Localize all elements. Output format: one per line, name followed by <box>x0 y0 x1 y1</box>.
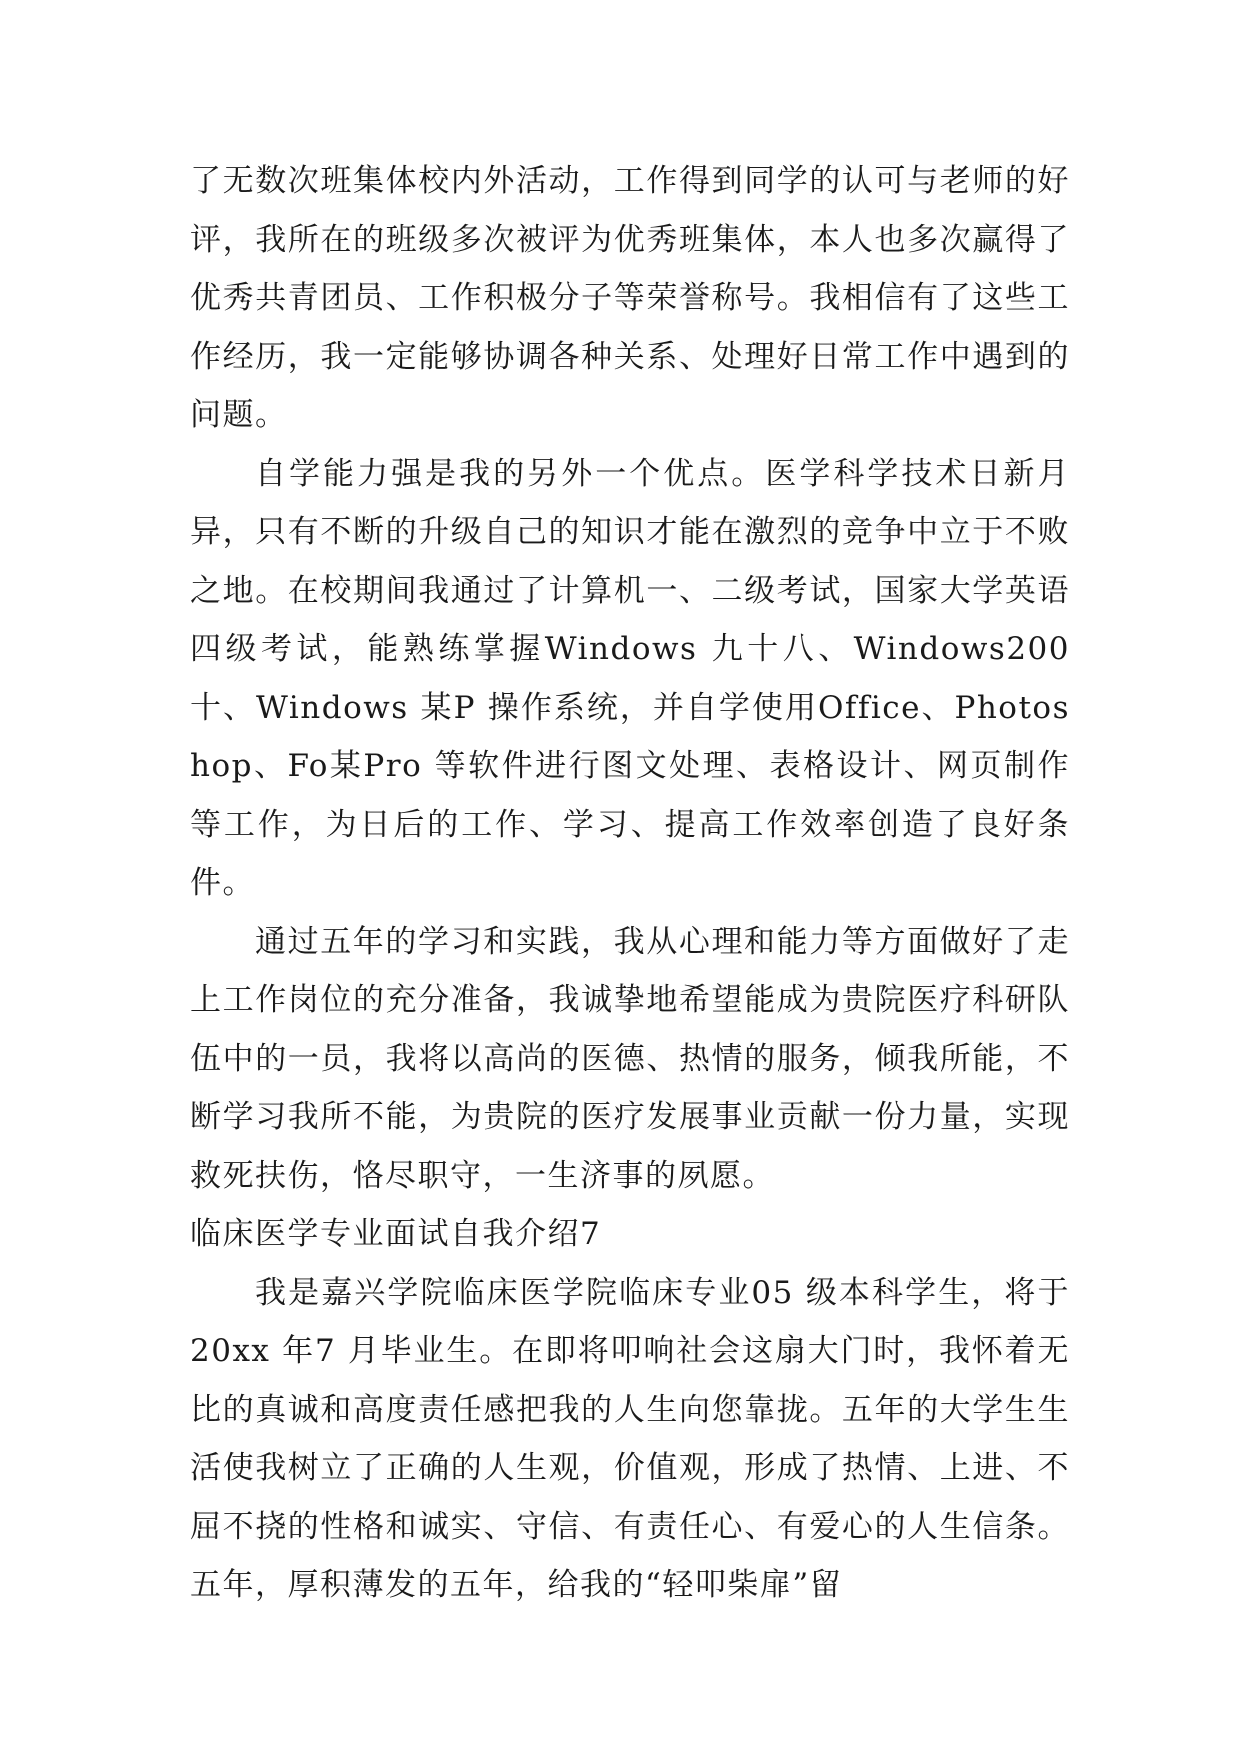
paragraph-3: 通过五年的学习和实践，我从心理和能力等方面做好了走上工作岗位的充分准备，我诚挚地希望能成为贵院医疗科研队伍中的一员，我将以高尚的医德、热情的服务，倾我所能，不断学习我所不能，为贵院的医疗发展事业贡献一份力量，实现救死扶伤，恪尽职守，一生济事的夙愿。 <box>190 923 1070 1194</box>
paragraph-1: 了无数次班集体校内外活动，工作得到同学的认可与老师的好评，我所在的班级多次被评为优秀班集体，本人也多次赢得了优秀共青团员、工作积极分子等荣誉称号。我相信有了这些工作经历，我一定能够协调各种关系、处理好日常工作中遇到的问题。 <box>190 163 1070 433</box>
paragraph-2: 自学能力强是我的另外一个优点。医学科学技术日新月异，只有不断的升级自己的知识才能在激烈的竞争中立于不败之地。在校期间我通过了计算机一、二级考试，国家大学英语四级考试，能熟练掌握Windows 九十八、Windows200 十、Windows 某P 操作系统，并自学使用Office、Photoshop、Fo某Pro 等软件进行图文处理、表格设计、网页制作等工作，为日后的工作、学习、提高工作效率创造了良好条件。 <box>190 455 1070 901</box>
section-title: 临床医学专业面试自我介绍7 <box>190 1216 602 1252</box>
paragraph-4: 我是嘉兴学院临床医学院临床专业05 级本科学生，将于20xx 年7 月毕业生。在即将叩响社会这扇大门时，我怀着无比的真诚和高度责任感把我的人生向您靠拢。五年的大学生生活使我树立了正确的人生观，价值观，形成了热情、上进、不屈不挠的性格和诚实、守信、有责任心、有爱心的人生信条。五年，厚积薄发的五年，给我的“轻叩柴扉”留 <box>190 1274 1070 1603</box>
document-body <box>190 152 1070 1615</box>
